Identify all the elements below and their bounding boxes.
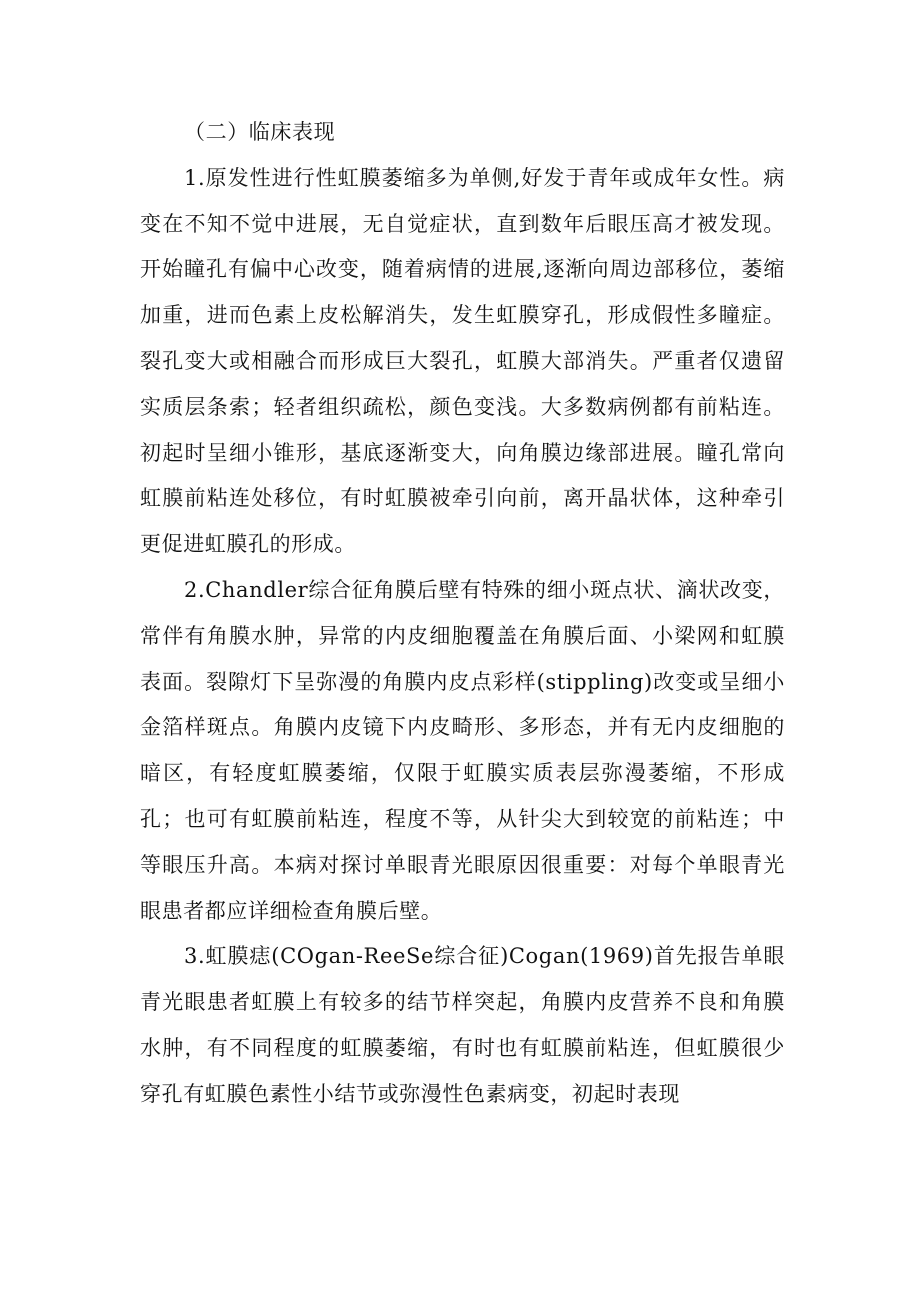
paragraph-iris-nevus-syndrome: 3.虹膜痣(COgan-ReeSe综合征)Cogan(1969)首先报告单眼青光眼患者虹膜上有较多的结节样突起，角膜内皮营养不良和角膜水肿，有不同程度的虹膜萎缩，有时也有虹膜前粘连，但虹膜很少穿孔有虹膜色素性小结节或弥漫性色素病变，初起时表现 (140, 944, 785, 1106)
paragraph-primary-iris-atrophy: 1.原发性进行性虹膜萎缩多为单侧,好发于青年或成年女性。病变在不知不觉中进展，无自觉症状，直到数年后眼压高才被发现。开始瞳孔有偏中心改变，随着病情的进展,逐渐向周边部移位，萎缩加重，进而色素上皮松解消失，发生虹膜穿孔，形成假性多瞳症。裂孔变大或相融合而形成巨大裂孔，虹膜大部消失。严重者仅遗留实质层条索；轻者组织疏松，颜色变浅。大多数病例都有前粘连。初起时呈细小锥形，基底逐渐变大，向角膜边缘部进展。瞳孔常向虹膜前粘连处移位，有时虹膜被牵引向前，离开晶状体，这种牵引更促进虹膜孔的形成。 (140, 165, 785, 557)
paragraph-chandler-syndrome: 2.Chandler综合征角膜后壁有特殊的细小斑点状、滴状改变，常伴有角膜水肿，异常的内皮细胞覆盖在角膜后面、小梁网和虹膜表面。裂隙灯下呈弥漫的角膜内皮点彩样(stippling)改变或呈细小金箔样斑点。角膜内皮镜下内皮畸形、多形态，并有无内皮细胞的暗区，有轻度虹膜萎缩，仅限于虹膜实质表层弥漫萎缩，不形成孔；也可有虹膜前粘连，程度不等，从针尖大到较宽的前粘连；中等眼压升高。本病对探讨单眼青光眼原因很重要：对每个单眼青光眼患者都应详细检查角膜后壁。 (140, 577, 785, 923)
document-page (140, 110, 785, 1118)
section-heading: （二）临床表现 (184, 120, 336, 144)
